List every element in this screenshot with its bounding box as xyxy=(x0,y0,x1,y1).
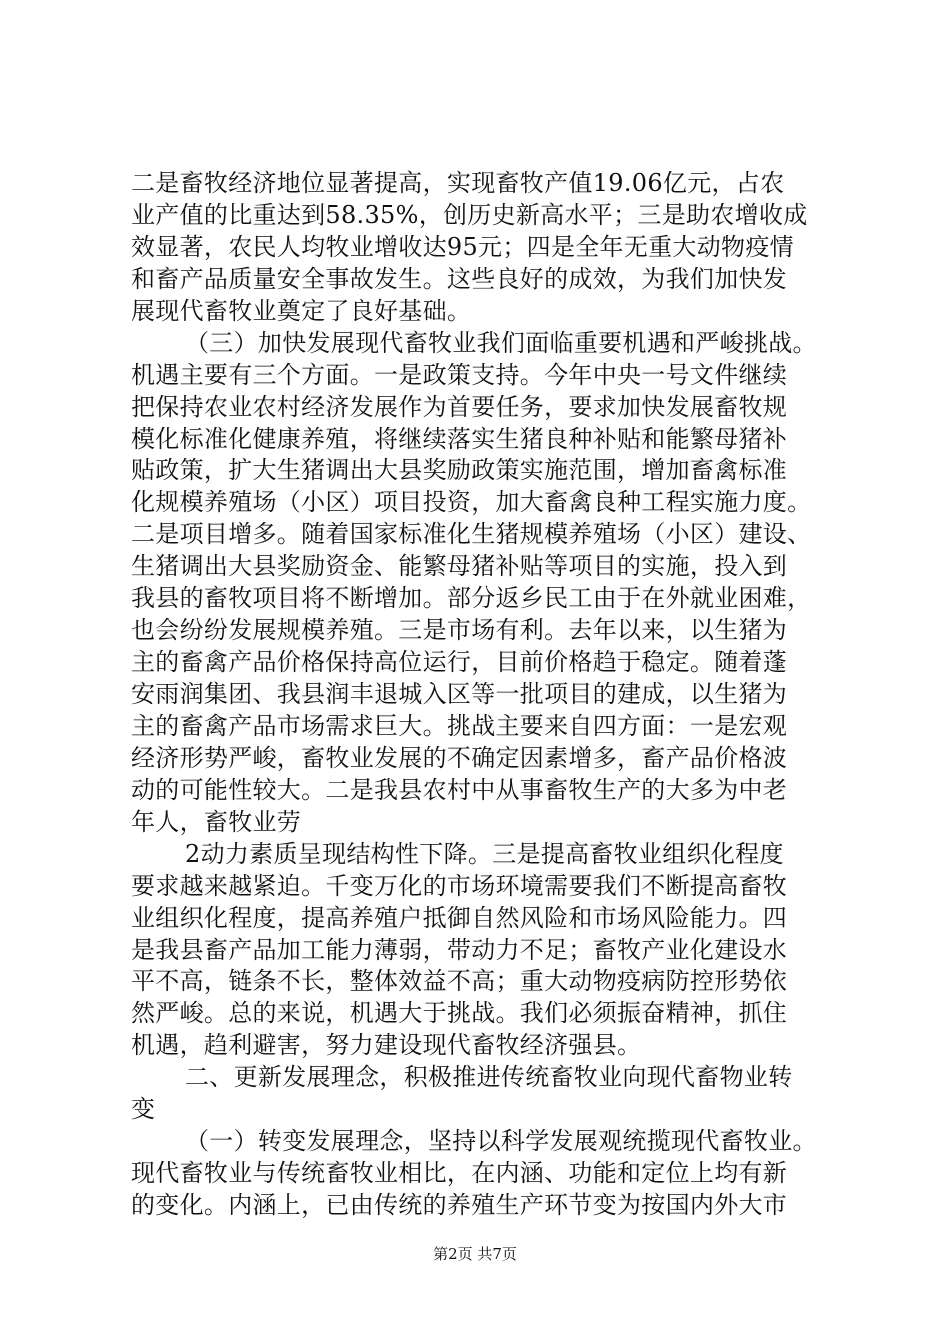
text-line: 机遇主要有三个方面。一是政策支持。今年中央一号文件继续 xyxy=(131,361,788,389)
text-line: 效显著，农民人均牧业增收达95元；四是全年无重大动物疫情 xyxy=(131,233,794,261)
text-line: 2动力素质呈现结构性下降。三是提高畜牧业组织化程度 xyxy=(185,840,784,868)
text-line: 平不高，链条不长，整体效益不高；重大动物疫病防控形势依 xyxy=(131,967,788,995)
text-line: 现代畜牧业与传统畜牧业相比，在内涵、功能和定位上均有新 xyxy=(131,1159,788,1187)
text-line: 化规模养殖场（小区）项目投资，加大畜禽良种工程实施力度。 xyxy=(131,488,812,516)
text-line: 动的可能性较大。二是我县农村中从事畜牧生产的大多为中老 xyxy=(131,776,788,804)
text-line: 年人，畜牧业劳 xyxy=(131,808,302,836)
text-line: 展现代畜牧业奠定了良好基础。 xyxy=(131,297,472,325)
text-line: 业产值的比重达到58.35%，创历史新高水平；三是助农增收成 xyxy=(131,201,808,229)
text-line: 模化标准化健康养殖，将继续落实生猪良种补贴和能繁母猪补 xyxy=(131,425,788,453)
text-line: 主的畜禽产品价格保持高位运行，目前价格趋于稳定。随着蓬 xyxy=(131,648,788,676)
text-line: 然严峻。总的来说，机遇大于挑战。我们必须振奋精神，抓住 xyxy=(131,999,788,1027)
page-footer: 第2页 共7页 xyxy=(433,1245,517,1263)
section-heading: 变 xyxy=(131,1095,156,1123)
text-line: 贴政策，扩大生猪调出大县奖励政策实施范围，增加畜禽标准 xyxy=(131,456,788,484)
text-line: 的变化。内涵上，已由传统的养殖生产环节变为按国内外大市 xyxy=(131,1191,788,1219)
text-line: 生猪调出大县奖励资金、能繁母猪补贴等项目的实施，投入到 xyxy=(131,552,788,580)
text-line: 把保持农业农村经济发展作为首要任务，要求加快发展畜牧规 xyxy=(131,393,788,421)
text-line: 二是畜牧经济地位显著提高，实现畜牧产值19.06亿元，占农 xyxy=(131,169,785,197)
text-line: 主的畜禽产品市场需求巨大。挑战主要来自四方面：一是宏观 xyxy=(131,712,788,740)
text-line: 我县的畜牧项目将不断增加。部分返乡民工由于在外就业困难， xyxy=(131,584,812,612)
text-line: 是我县畜产品加工能力薄弱，带动力不足；畜牧产业化建设水 xyxy=(131,936,788,964)
text-line: 安雨润集团、我县润丰退城入区等一批项目的建成，以生猪为 xyxy=(131,680,788,708)
text-line: 要求越来越紧迫。千变万化的市场环境需要我们不断提高畜牧 xyxy=(131,872,788,900)
text-line: 也会纷纷发展规模养殖。三是市场有利。去年以来，以生猪为 xyxy=(131,616,788,644)
text-line: 和畜产品质量安全事故发生。这些良好的成效，为我们加快发 xyxy=(131,265,788,293)
text-line: 机遇，趋利避害，努力建设现代畜牧经济强县。 xyxy=(131,1031,642,1059)
text-line: （三）加快发展现代畜牧业我们面临重要机遇和严峻挑战。 xyxy=(185,329,817,357)
text-line: 业组织化程度，提高养殖户抵御自然风险和市场风险能力。四 xyxy=(131,904,788,932)
section-heading: 二、更新发展理念，积极推进传统畜牧业向现代畜物业转 xyxy=(185,1063,793,1091)
text-line: 二是项目增多。随着国家标准化生猪规模养殖场（小区）建设、 xyxy=(131,520,812,548)
text-line: （一）转变发展理念，坚持以科学发展观统揽现代畜牧业。 xyxy=(185,1127,817,1155)
text-line: 经济形势严峻，畜牧业发展的不确定因素增多，畜产品价格波 xyxy=(131,744,788,772)
